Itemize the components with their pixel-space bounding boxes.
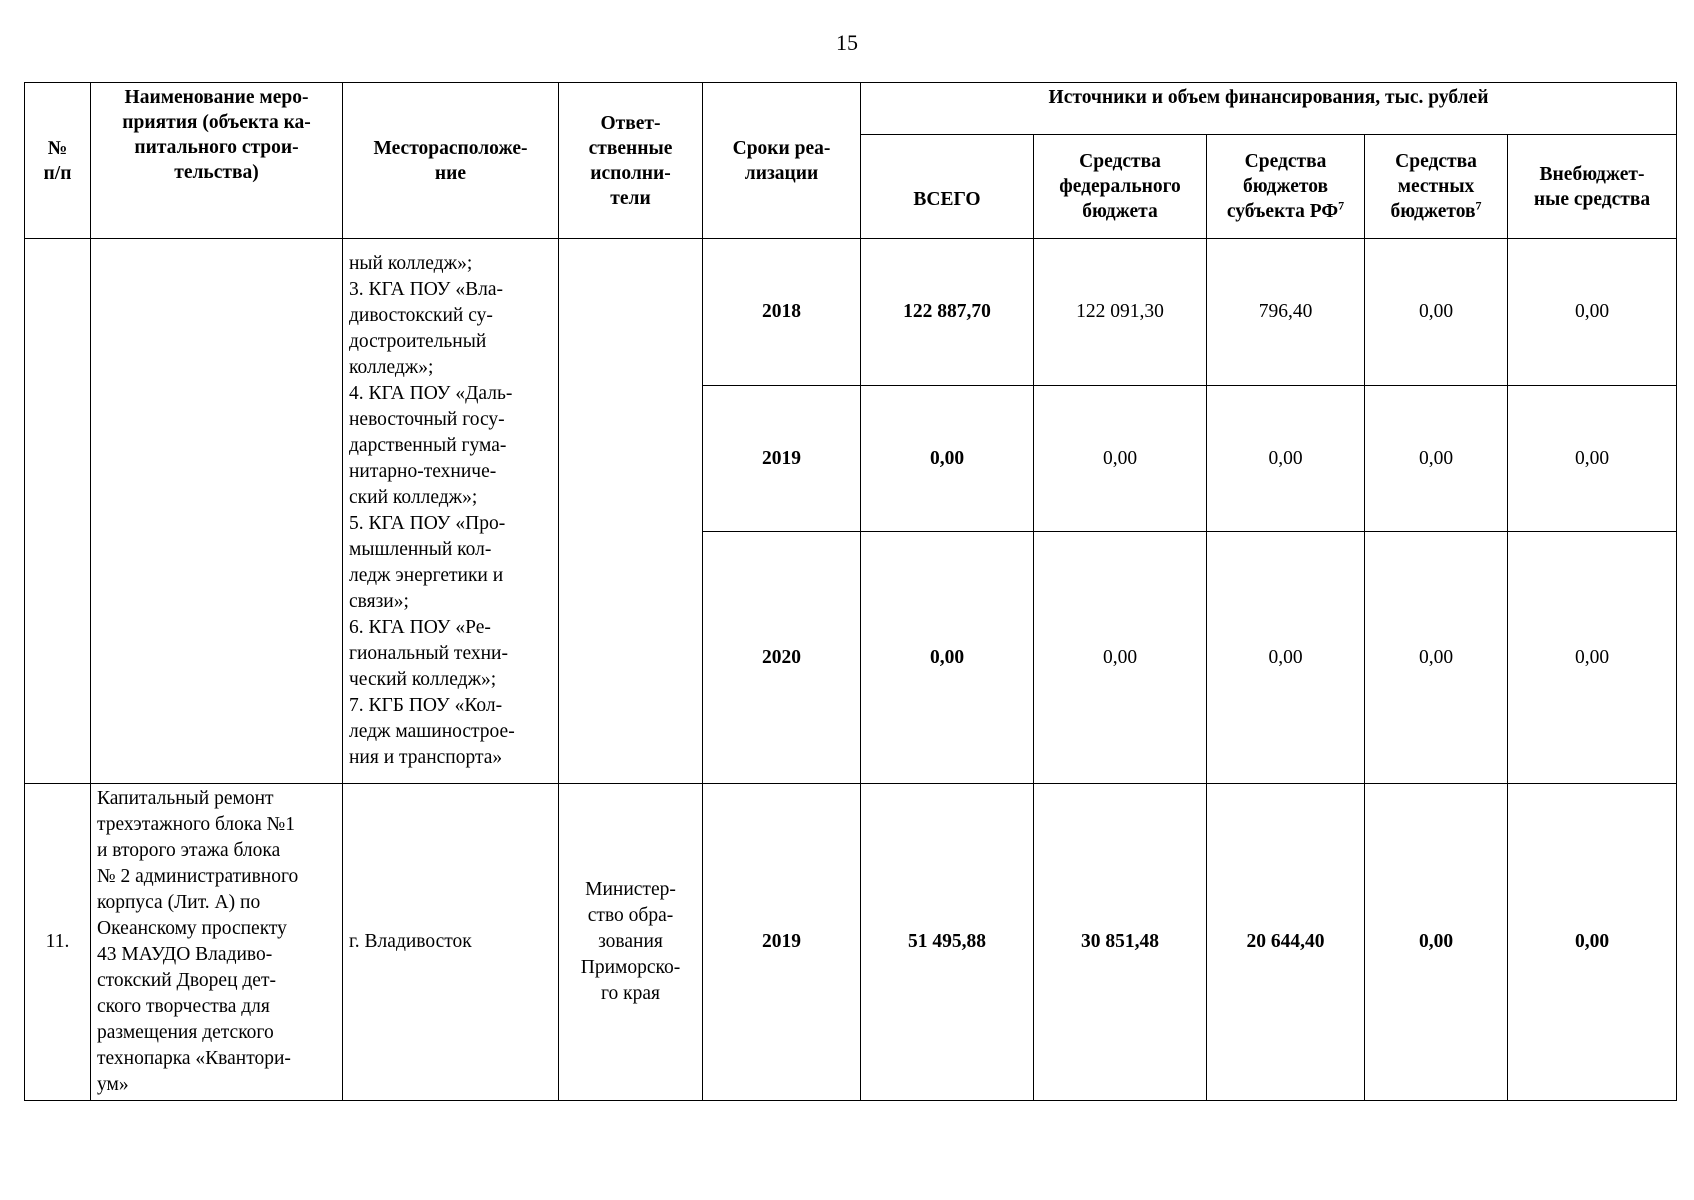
cell-subject: 796,40 xyxy=(1207,239,1365,386)
cell-extra: 0,00 xyxy=(1508,784,1677,1101)
header-subject-footnote: 7 xyxy=(1338,198,1345,213)
header-funding-group: Источники и объем финансирования, тыс. рублей xyxy=(861,83,1677,135)
funding-table xyxy=(24,82,1677,1101)
cell-subject: 0,00 xyxy=(1207,386,1365,532)
cell-local: 0,00 xyxy=(1365,239,1508,386)
cell-total: 51 495,88 xyxy=(861,784,1034,1101)
cell-total: 0,00 xyxy=(861,386,1034,532)
cell-subject: 0,00 xyxy=(1207,532,1365,784)
cell-location-continued: ный колледж»; 3. КГА ПОУ «Вла- дивостокский су- достроительный колледж»; 4. КГА ПОУ «Даль- невосточный госу- дарственный гума- нитарно-техниче- ский колледж»; 5. КГА ПОУ «Про- мышленный кол- ледж энергетики и связи»; 6. КГА ПОУ «Ре- гиональный техни- ческий колледж»; 7. КГБ ПОУ «Кол- ледж машинострое- ния и транспорта» xyxy=(343,239,559,784)
cell-num: 11. xyxy=(25,784,91,1101)
header-total: ВСЕГО xyxy=(861,135,1034,239)
cell-federal: 122 091,30 xyxy=(1034,239,1207,386)
page-number: 15 xyxy=(836,30,858,55)
cell-extra: 0,00 xyxy=(1508,239,1677,386)
cell-federal: 0,00 xyxy=(1034,532,1207,784)
header-term: Сроки реа- лизации xyxy=(703,83,861,239)
header-num: № п/п xyxy=(25,83,91,239)
cell-year: 2020 xyxy=(703,532,861,784)
cell-subject: 20 644,40 xyxy=(1207,784,1365,1101)
cell-total: 0,00 xyxy=(861,532,1034,784)
header-extra: Внебюджет- ные средства xyxy=(1508,135,1677,239)
cell-name: Капитальный ремонт трехэтажного блока №1 и второго этажа блока № 2 административного корпуса (Лит. А) по Океанскому проспекту 43 МАУДО Владиво- стокский Дворец дет- ского творчества для размещения детского технопарка «Квантори- ум» xyxy=(91,784,343,1101)
cell-local: 0,00 xyxy=(1365,784,1508,1101)
cell-extra: 0,00 xyxy=(1508,386,1677,532)
cell-federal: 0,00 xyxy=(1034,386,1207,532)
header-name: Наименование меро- приятия (объекта ка- питального строи- тельства) xyxy=(91,83,343,239)
cell-num-empty xyxy=(25,239,91,784)
header-federal: Средства федерального бюджета xyxy=(1034,135,1207,239)
cell-location: г. Владивосток xyxy=(343,784,559,1101)
cell-local: 0,00 xyxy=(1365,386,1508,532)
header-local-text: Средства местных бюджетов xyxy=(1390,151,1477,222)
table-row xyxy=(25,239,1677,386)
header-local xyxy=(1365,135,1508,239)
header-local-footnote: 7 xyxy=(1475,198,1482,213)
cell-name-empty xyxy=(91,239,343,784)
cell-total: 122 887,70 xyxy=(861,239,1034,386)
cell-federal: 30 851,48 xyxy=(1034,784,1207,1101)
cell-executor: Министер- ство обра- зования Приморско- го края xyxy=(559,784,703,1101)
header-executor: Ответ- ственные исполни- тели xyxy=(559,83,703,239)
cell-executor-empty xyxy=(559,239,703,784)
cell-extra: 0,00 xyxy=(1508,532,1677,784)
header-location: Месторасположе- ние xyxy=(343,83,559,239)
cell-year: 2019 xyxy=(703,386,861,532)
cell-year: 2018 xyxy=(703,239,861,386)
header-subject xyxy=(1207,135,1365,239)
table-row xyxy=(25,784,1677,1101)
cell-year: 2019 xyxy=(703,784,861,1101)
cell-local: 0,00 xyxy=(1365,532,1508,784)
header-subject-text: Средства бюджетов субъекта РФ xyxy=(1226,151,1339,222)
